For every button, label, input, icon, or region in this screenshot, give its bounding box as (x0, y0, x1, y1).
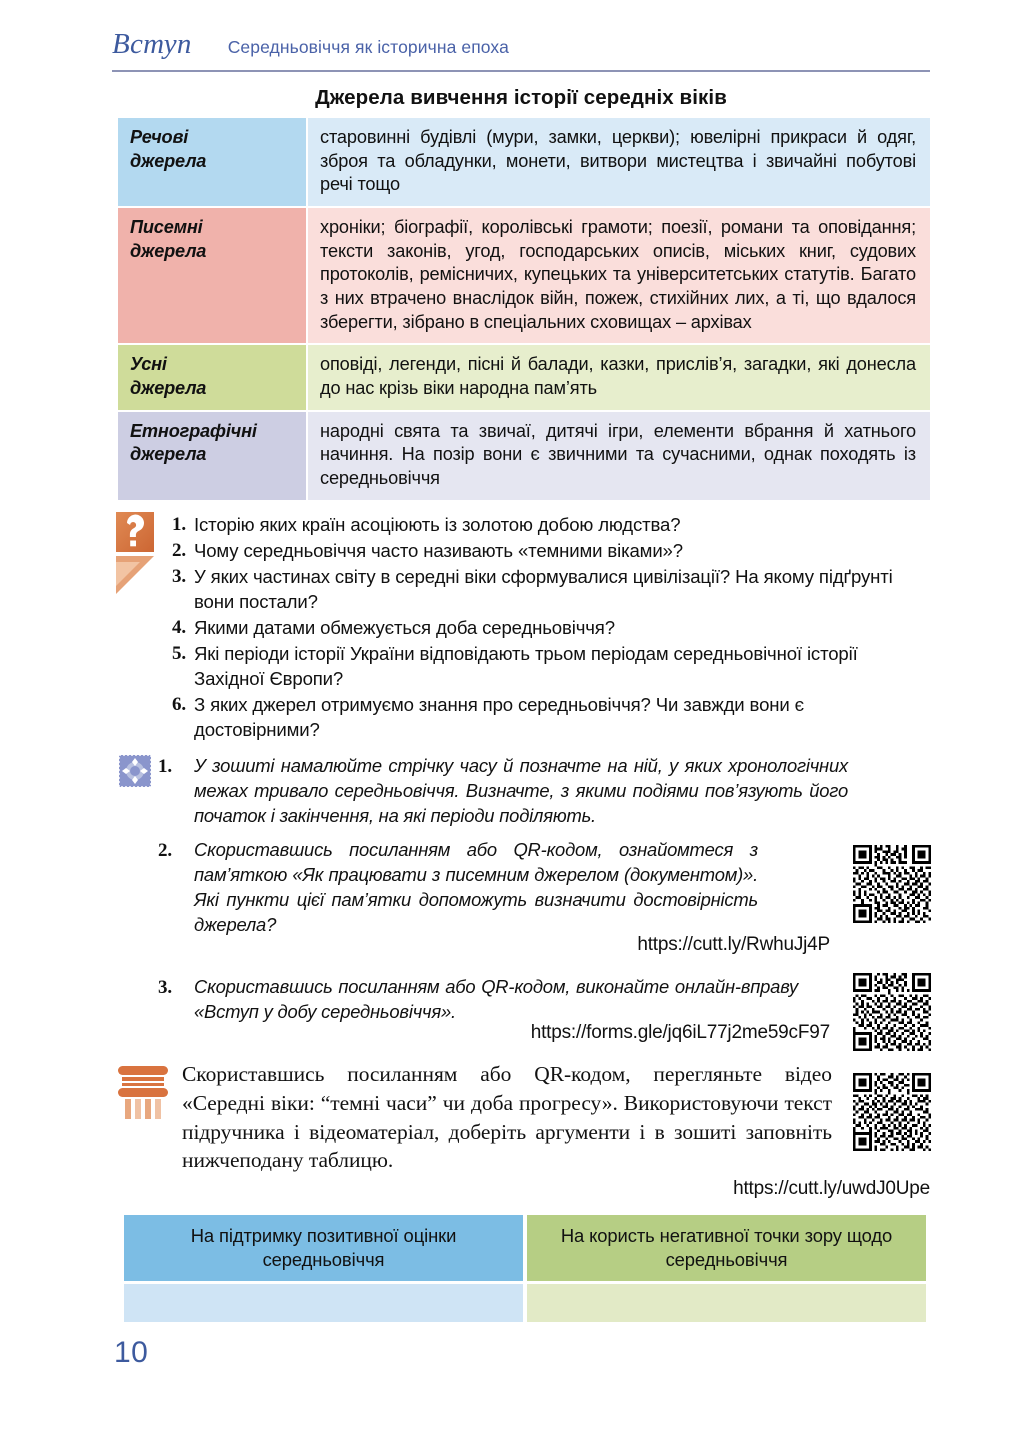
row-content-cell: хроніки; біографії, королівські грамоти; поезії, романи та оповідання; тексти законів, угод, господарських описів, міських книг, судових протоколів, ремісничих, купецьких та університетських статутів. Багато з них втрачено внаслідок війн, пожеж, стихійних лих, а ті, що вдалося зберегти, зібрано в спеціальних сховищах – архівах (308, 208, 930, 345)
row-label-line2: джерела (130, 444, 207, 465)
arguments-cell-positive[interactable] (124, 1284, 523, 1322)
row-label-cell (118, 412, 308, 500)
qr-code-video[interactable] (853, 1073, 931, 1151)
table-row (118, 412, 930, 500)
question-mark-banner-icon (114, 512, 156, 600)
row-label-line1: Етнографічні (130, 420, 257, 441)
running-head (112, 28, 930, 61)
sources-table (118, 118, 930, 500)
questions-list (158, 512, 930, 742)
arguments-header-positive: На підтримку позитивної оцінки середньовіччя (124, 1215, 523, 1281)
topic-title: Середньовіччя як історична епоха (227, 37, 509, 57)
chapter-title: Вступ (112, 28, 192, 60)
list-item: У зошиті намалюйте стрічку часу й позначте на ній, у яких хронологічних межах тривало середньовіччя. Визначте, з якими подіями пов’язують його початок і закінчення, на які періоди поділяють. (194, 755, 848, 826)
list-item: Скориставшись посиланням або QR-кодом, виконайте онлайн-вправу «Вступ у добу середньовіччя». (194, 976, 798, 1022)
row-label-line1: Усні (130, 354, 167, 375)
video-url[interactable]: https://cutt.ly/uwdJ0Upe (733, 1178, 930, 1199)
task-url-1[interactable]: https://cutt.ly/RwhuJj4P (637, 934, 830, 955)
row-label-line1: Речові (130, 127, 189, 147)
row-label-line2: джерела (130, 150, 207, 171)
qr-code-online-exercise[interactable] (853, 973, 931, 1051)
arguments-cell-negative[interactable] (527, 1284, 926, 1322)
row-label-cell (118, 345, 308, 411)
row-content-cell: оповіді, легенди, пісні й балади, казки, прислів’я, загадки, які донесла до нас крізь віки народна пам’ять (308, 345, 930, 411)
row-content-cell: старовинні будівлі (мури, замки, церкви); ювелірні прикраси й одяг, зброя та обладунки, монети, витвори мистецтва і звичайні побутові речі тощо (308, 118, 930, 208)
tasks-block (158, 754, 848, 1025)
row-label-cell (118, 208, 308, 345)
qr-code-document-guide[interactable] (853, 845, 931, 923)
task-url-2[interactable]: https://forms.gle/jq6iL77j2me59cF97 (530, 1022, 830, 1043)
list-item: Якими датами обмежується доба середньовіччя? (194, 617, 615, 638)
list-item: Чому середньовіччя часто називають «темними віками»? (194, 540, 683, 561)
list-item: Які періоди історії України відповідають трьом періодам середньовічної історії Західної Європи? (194, 643, 858, 689)
table-row (118, 208, 930, 345)
table-row (118, 118, 930, 208)
row-label-line2: джерела (130, 377, 207, 398)
questions-block (158, 512, 930, 743)
table-row (118, 345, 930, 411)
row-label-cell (118, 118, 308, 208)
video-task-text: Скориставшись посиланням або QR-кодом, перегляньте відео «Середні віки: “темні часи” чи доба прогресу». Використовуючи текст підручника і відеоматеріал, доберіть аргументи і в зошиті заповніть нижчеподану таблицю. (182, 1062, 832, 1173)
arguments-header-negative: На користь негативної точки зору щодо середньовіччя (527, 1215, 926, 1281)
list-item: У яких частинах світу в середні віки сформувалися цивілізації? На якому підґрунті вони постали? (194, 566, 893, 612)
ornament-square-icon (116, 752, 154, 790)
table-row (124, 1284, 926, 1322)
header-divider (112, 70, 930, 72)
row-label-line1: Писемні (130, 216, 203, 237)
row-content-cell: народні свята та звичаї, дитячі ігри, елементи вбрання й хатнього начиння. На позір вони є звичними та сучасними, однак походять із середньовіччя (308, 412, 930, 500)
list-item: Історію яких країн асоціюють із золотою добою людства? (194, 514, 681, 535)
list-item: З яких джерел отримуємо знання про середньовіччя? Чи завжди вони є достовірними? (194, 694, 804, 740)
sources-table-title: Джерела вивчення історії середніх віків (315, 86, 727, 109)
row-label-line2: джерела (130, 240, 207, 261)
table-header-row (124, 1215, 926, 1281)
list-item: Скориставшись посиланням або QR-кодом, ознайомтеся з пам’яткою «Як працювати з писемним джерелом (документом)». Які пункти цієї пам’ятки допоможуть визначити достовірність джерела? (194, 839, 758, 935)
arguments-table (120, 1212, 930, 1325)
column-capital-icon (112, 1060, 174, 1122)
tasks-list (158, 754, 848, 1025)
page-number: 10 (114, 1336, 149, 1369)
